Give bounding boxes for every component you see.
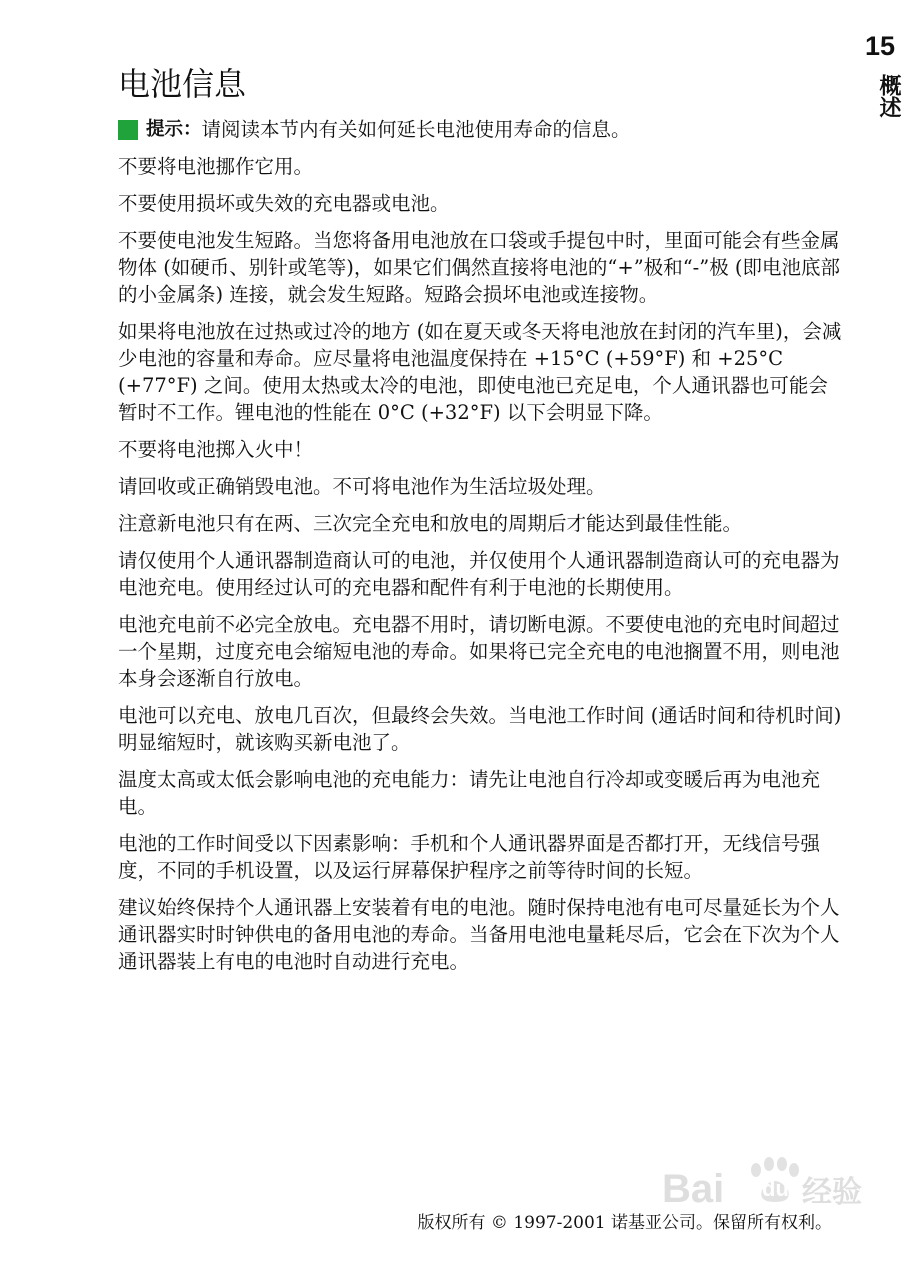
watermark-du: du	[762, 1176, 789, 1201]
paragraph: 电池的工作时间受以下因素影响：手机和个人通讯器界面是否都打开，无线信号强度，不同的手机设置，以及运行屏幕保护程序之前等待时间的长短。	[118, 832, 821, 882]
footer-copyright: 版权所有 © 1997-2001 诺基亚公司。保留所有权利。	[417, 1213, 832, 1233]
paragraph: 不要使用损坏或失效的充电器或电池。	[118, 192, 450, 215]
paragraph: 不要将电池掷入火中！	[118, 438, 314, 461]
page-number: 15	[864, 31, 896, 61]
page-title: 电池信息	[118, 65, 247, 103]
watermark-bai: Bai	[662, 1167, 725, 1211]
paragraph: 电池充电前不必完全放电。充电器不用时，请切断电源。不要使电池的充电时间超过一个星期，过度充电会缩短电池的寿命。如果将已完全充电的电池搁置不用，则电池本身会逐渐自行放电。	[118, 613, 840, 690]
paragraph: 请回收或正确销毁电池。不可将电池作为生活垃圾处理。	[118, 475, 606, 498]
paragraph: 不要将电池挪作它用。	[118, 155, 314, 178]
paragraph: 建议始终保持个人通讯器上安装着有电的电池。随时保持电池有电可尽量延长为个人通讯器实时时钟供电的备用电池的寿命。当备用电池电量耗尽后，它会在下次为个人通讯器装上有电的电池时自动进行充电。	[118, 896, 840, 973]
tip-label: 提示：	[146, 119, 202, 140]
content	[118, 116, 844, 985]
section-label: 概述	[876, 74, 901, 118]
paragraph: 请仅使用个人通讯器制造商认可的电池，并仅使用个人通讯器制造商认可的充电器为电池充电。使用经过认可的充电器和配件有利于电池的长期使用。	[118, 549, 840, 599]
baidu-watermark-logo	[658, 1146, 868, 1216]
paragraph: 注意新电池只有在两、三次完全充电和放电的周期后才能达到最佳性能。	[118, 512, 743, 535]
tip-text: 请阅读本节内有关如何延长电池使用寿命的信息。	[201, 118, 631, 141]
tip-line	[118, 116, 844, 143]
paragraph: 电池可以充电、放电几百次，但最终会失效。当电池工作时间 (通话时间和待机时间) 明显缩短时，就该购买新电池了。	[118, 704, 842, 754]
paragraph: 温度太高或太低会影响电池的充电能力：请先让电池自行冷却或变暖后再为电池充电。	[118, 768, 821, 818]
watermark-jingyan: 经验	[802, 1175, 862, 1210]
tip-square-icon	[118, 120, 138, 140]
paragraph: 不要使电池发生短路。当您将备用电池放在口袋或手提包中时，里面可能会有些金属物体 (如硬币、别针或笔等)，如果它们偶然直接将电池的“+”极和“-”极 (即电池底部的小金属条) 连接，就会发生短路。短路会损坏电池或连接物。	[118, 229, 841, 306]
paragraph: 如果将电池放在过热或过冷的地方 (如在夏天或冬天将电池放在封闭的汽车里)，会减少电池的容量和寿命。应尽量将电池温度保持在 +15°C (+59°F) 和 +25°C (+77°F) 之间。使用太热或太冷的电池，即使电池已充足电，个人通讯器也可能会暂时不工作。锂电池的性能在 0°C (+32°F) 以下会明显下降。	[118, 320, 842, 424]
